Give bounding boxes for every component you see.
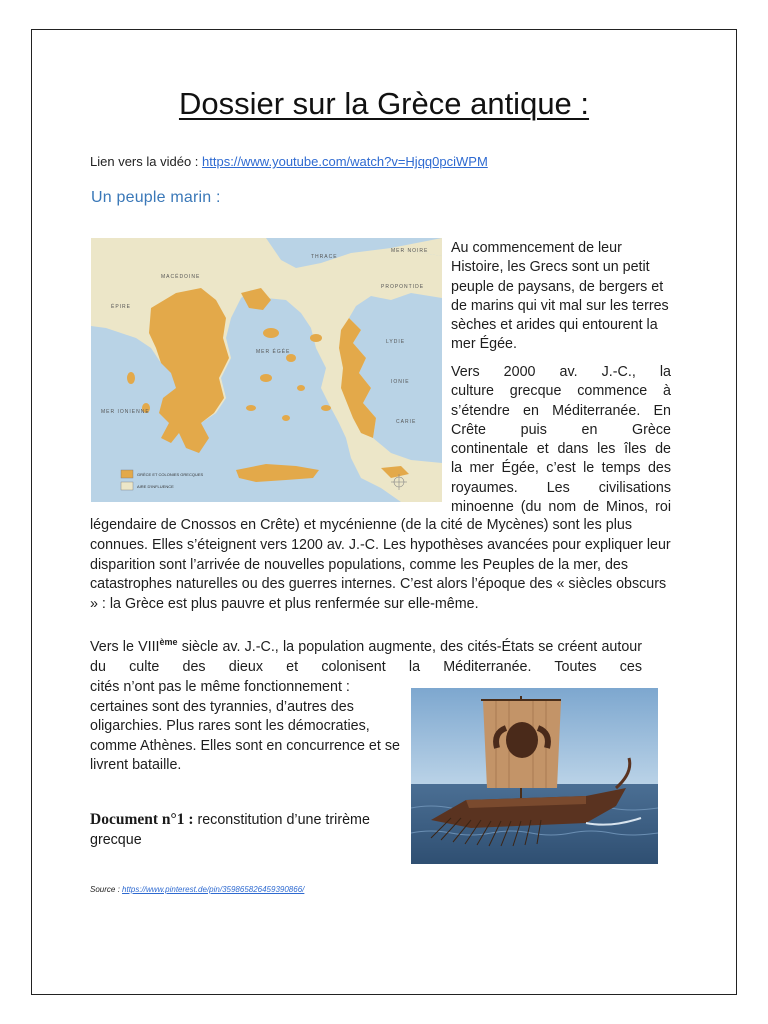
video-link[interactable]: https://www.youtube.com/watch?v=Hjqq0pciWPM <box>202 154 488 169</box>
paragraph-line: la mer Égée, c’est le temps des <box>451 460 671 477</box>
paragraph-line: culture grecque commence à <box>451 383 671 400</box>
paragraph-text: siècle av. J.-C., la population augmente, des cités-États se créent autour du culte des dieux et colonisent la Méditerranée. Toutes ces <box>90 639 642 675</box>
map-label-ionia: IONIE <box>391 379 410 385</box>
paragraph-bronze-age-wrapped <box>451 363 671 517</box>
paragraph-line: s’étendre en Méditerranée. En <box>451 402 671 419</box>
paragraph-line: Crête puis en Grèce <box>451 421 671 438</box>
caption-text: reconstitution d’une trirème grecque <box>90 812 370 848</box>
map-label-aegean-sea: MER ÉGÉE <box>256 349 291 355</box>
paragraph-line: minoenne (du nom de Minos, roi <box>451 499 671 516</box>
paragraph-line: Vers 2000 av. J.-C., la <box>451 364 671 380</box>
source-label: Source : <box>90 885 123 894</box>
paragraph-bronze-age-continued: légendaire de Cnossos en Crête) et mycénienne (de la cité de Mycènes) sont les plus connues. Elles s’éteignent vers 1200 av. J.-C. Les hypothèses avancées pour expliquer leur disparition sont l’arrivée de nouvelles populations, comme les Peuples de la mer, des catastrophes naturelles ou des guerres internes. C’est alors l’époque des « siècles obscurs » : la Grèce est plus pauvre et plus renfermée sur elle-même. <box>90 517 671 613</box>
paragraph-line: royaumes. Les civilisations <box>451 479 671 496</box>
greece-map-image <box>91 238 442 502</box>
source-link[interactable]: https://www.pinterest.de/pin/359865826459390866/ <box>122 885 305 894</box>
map-legend-greece: GRÈCE ET COLONIES GRECQUES <box>137 472 204 477</box>
map-label-caria: CARIE <box>396 419 417 425</box>
paragraph-text: Vers le VIII <box>90 639 160 655</box>
map-label-thrace: THRACE <box>311 254 338 260</box>
map-label-epirus: ÉPIRE <box>111 304 132 310</box>
section-heading: Un peuple marin : <box>91 189 221 206</box>
map-legend-influence: AIRE D'INFLUENCE <box>137 484 174 489</box>
trireme-photo <box>411 688 658 864</box>
map-label-lydia: LYDIE <box>386 339 406 345</box>
paragraph-line: continentale et dans les îles de <box>451 441 671 458</box>
map-label-ionian-sea: MER IONIENNE <box>101 409 150 415</box>
page-title: Dossier sur la Grèce antique : <box>178 86 590 121</box>
paragraph-intro: Au commencement de leur Histoire, les Grecs sont un petit peuple de paysans, de bergers et de marins qui vit mal sur les terres sèches et arides qui entourent la mer Égée. <box>451 240 669 353</box>
ordinal-superscript: ème <box>159 637 178 648</box>
map-label-black-sea: MER NOIRE <box>391 248 429 254</box>
map-label-propontis: PROPONTIDE <box>381 284 425 290</box>
caption-label: Document n°1 : <box>90 811 194 828</box>
video-link-line <box>90 154 488 169</box>
paragraph-governments: cités n’ont pas le même fonctionnement : certaines sont des tyrannies, d’autres des oligarchies. Plus rares sont les démocraties, comme Athènes. Elles sont en concurrence et se livrent bataille. <box>90 679 400 774</box>
video-link-label: Lien vers la vidéo : <box>90 154 203 169</box>
document-caption <box>90 810 380 850</box>
source-line <box>90 885 304 894</box>
paragraph-city-states <box>90 638 642 677</box>
map-label-macedonia: MACÉDOINE <box>161 274 201 280</box>
